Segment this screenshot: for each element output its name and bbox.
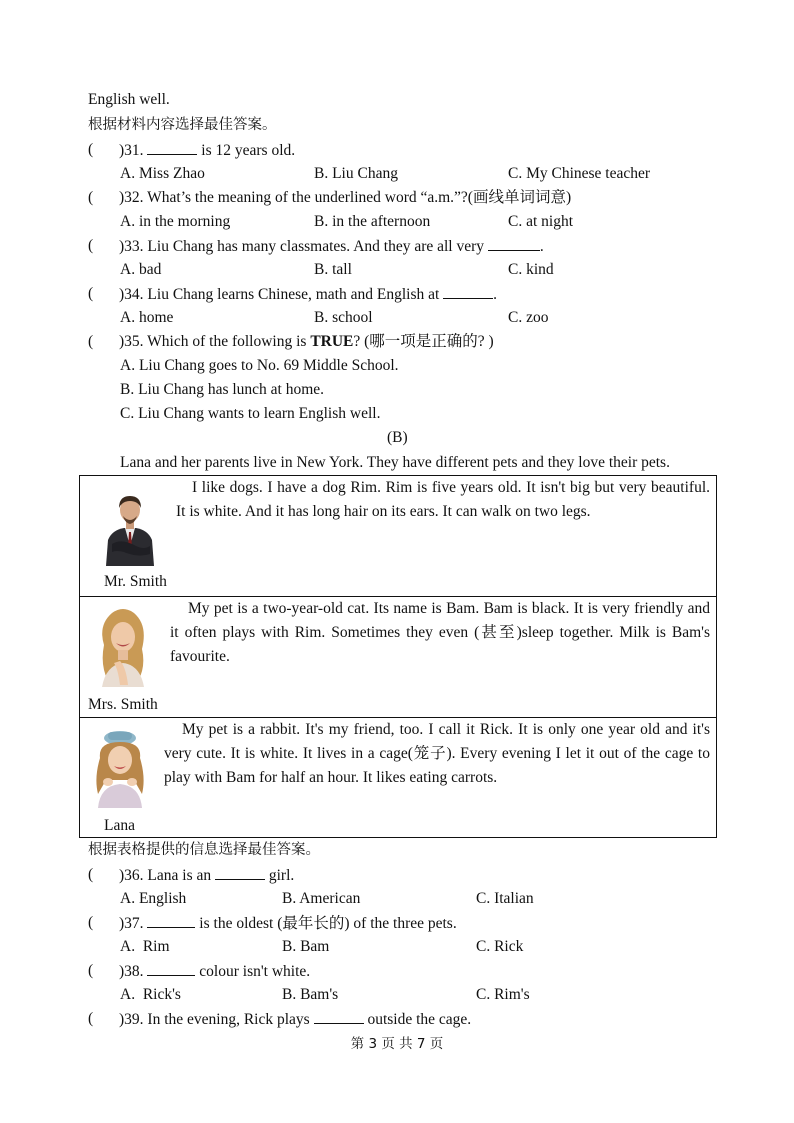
option: C. Rick — [476, 938, 524, 955]
question-text: is 12 years old. — [197, 142, 296, 159]
option: C. Rim's — [476, 986, 530, 1003]
mrs-smith-photo — [90, 605, 156, 687]
table-row — [80, 476, 716, 596]
question-text: Liu Chang learns Chinese, math and English at — [147, 286, 444, 303]
option: B. American — [282, 890, 361, 907]
option: B. tall — [314, 261, 352, 278]
question-36 — [119, 865, 294, 886]
question-number: )33. — [119, 238, 144, 255]
answer-paren: ( — [88, 141, 94, 158]
question-text: Liu Chang has many classmates. And they are all very — [147, 238, 488, 255]
option: C. Liu Chang wants to learn English well. — [120, 405, 381, 422]
continued-text: English well. — [88, 91, 170, 108]
question-34 — [119, 284, 497, 305]
question-35 — [119, 332, 494, 352]
question-39 — [119, 1009, 471, 1030]
option: A. Rick's — [120, 986, 181, 1003]
mr-smith-photo — [102, 488, 158, 566]
option: C. My Chinese teacher — [508, 165, 651, 182]
answer-paren: ( — [88, 1010, 94, 1027]
person-name: Mr. Smith — [104, 573, 167, 590]
option: A. English — [120, 890, 187, 907]
answer-blank — [314, 1009, 364, 1024]
option: A. Liu Chang goes to No. 69 Middle School. — [120, 357, 399, 374]
question-text-end: girl. — [265, 867, 295, 884]
answer-blank — [215, 865, 265, 880]
table-row — [80, 717, 716, 840]
question-text: Which of the following is — [147, 333, 311, 350]
option: C. at night — [508, 213, 574, 230]
option: B. Liu Chang — [314, 165, 398, 182]
pets-table — [79, 475, 717, 838]
person-text: My pet is a rabbit. It's my friend, too. I call it Rick. It is only one year old and it's very cute. It is white. It lives in a cage(笼子). Every evening I let it out of the cage to play with Bam for half an hour. It likes eating carrots. — [164, 721, 710, 786]
option: C. kind — [508, 261, 554, 278]
question-text: Lana is an — [147, 867, 215, 884]
option: C. zoo — [508, 309, 549, 326]
answer-blank — [488, 236, 540, 251]
person-name: Lana — [104, 817, 135, 834]
question-33 — [119, 236, 544, 257]
option: C. Italian — [476, 890, 534, 907]
option: A. bad — [120, 261, 162, 278]
option: A. in the morning — [120, 213, 231, 230]
question-text: What’s the meaning of the underlined word “a.m.”?(画线单词词意) — [147, 189, 572, 206]
question-number: )36. — [119, 867, 144, 884]
question-text: is the oldest (最年长的) of the three pets. — [195, 915, 457, 932]
person-name: Mrs. Smith — [88, 696, 158, 713]
option: B. Liu Chang has lunch at home. — [120, 381, 325, 398]
answer-paren: ( — [88, 237, 94, 254]
answer-blank — [147, 913, 195, 928]
question-number: )39. — [119, 1011, 144, 1028]
question-32 — [119, 188, 571, 208]
question-text-end: . — [539, 238, 544, 255]
answer-paren: ( — [88, 285, 94, 302]
option: B. school — [314, 309, 373, 326]
option: A. home — [120, 309, 174, 326]
answer-paren: ( — [88, 189, 94, 206]
question-number: )35. — [119, 333, 144, 350]
option: B. Bam — [282, 938, 330, 955]
person-text: My pet is a two-year-old cat. Its name is Bam. Bam is black. It is very friendly and it often plays with Rim. Sometimes they even (甚至)sleep together. Milk is Bam's favourite. — [170, 600, 710, 665]
answer-blank — [147, 961, 195, 976]
section-b-intro: Lana and her parents live in New York. They have different pets and they love their pets. — [120, 454, 670, 471]
question-text-end: outside the cage. — [363, 1011, 472, 1028]
lana-photo — [88, 728, 152, 808]
question-text: colour isn't white. — [195, 963, 311, 980]
question-number: )37. — [119, 915, 144, 932]
question-number: )34. — [119, 286, 144, 303]
option: B. Bam's — [282, 986, 339, 1003]
instruction-a: 根据材料内容选择最佳答案。 — [88, 117, 277, 133]
option: A. Miss Zhao — [120, 165, 205, 182]
section-b-label: (B) — [387, 429, 408, 446]
question-number: )38. — [119, 963, 144, 980]
table-row — [80, 596, 716, 718]
question-text-end: . — [493, 286, 498, 303]
answer-paren: ( — [88, 333, 94, 350]
answer-blank — [443, 284, 493, 299]
question-38 — [119, 961, 310, 982]
answer-paren: ( — [88, 962, 94, 979]
option: B. in the afternoon — [314, 213, 431, 230]
question-31 — [119, 140, 295, 161]
question-text-end: ? (哪一项是正确的? ) — [353, 333, 494, 350]
question-37 — [119, 913, 457, 934]
question-number: )32. — [119, 189, 144, 206]
option: A. Rim — [120, 938, 170, 955]
page-footer: 第 3 页 共 7 页 — [350, 1036, 444, 1052]
answer-paren: ( — [88, 914, 94, 931]
answer-blank — [147, 140, 197, 155]
answer-paren: ( — [88, 866, 94, 883]
question-number: )31. — [119, 142, 144, 159]
question-text: In the evening, Rick plays — [147, 1011, 314, 1028]
emphasis-true: TRUE — [310, 333, 354, 350]
instruction-b: 根据表格提供的信息选择最佳答案。 — [88, 842, 320, 858]
person-text: I like dogs. I have a dog Rim. Rim is five years old. It isn't big but very beautiful. It is white. And it has long hair on its ears. It can walk on two legs. — [176, 479, 710, 520]
